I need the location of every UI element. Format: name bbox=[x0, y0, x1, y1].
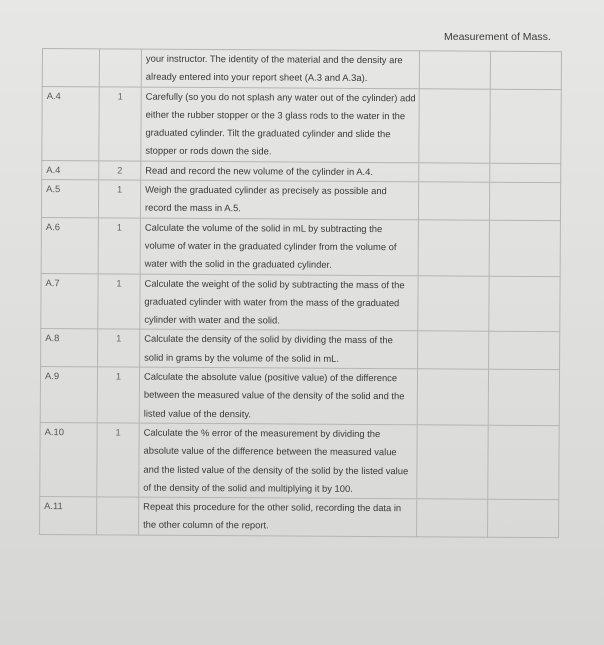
step-cell: A.10 bbox=[40, 422, 97, 497]
count-cell: 1 bbox=[98, 218, 140, 274]
page-header: Measurement of Mass. bbox=[444, 31, 551, 43]
empty-cell bbox=[489, 220, 560, 276]
step-cell: A.9 bbox=[40, 367, 97, 423]
description-cell: Weigh the graduated cylinder as precisely as possible and record the mass in A.5. bbox=[140, 180, 418, 219]
empty-cell bbox=[488, 499, 559, 537]
empty-cell bbox=[418, 331, 489, 369]
empty-cell bbox=[489, 182, 560, 220]
empty-cell bbox=[418, 182, 489, 220]
count-cell: 1 bbox=[98, 273, 140, 329]
empty-cell bbox=[490, 89, 561, 164]
description-cell: Calculate the density of the solid by dividing the mass of the solid in grams by the volume of the solid in mL. bbox=[140, 330, 418, 369]
table-row bbox=[41, 329, 560, 370]
count-cell bbox=[99, 49, 141, 87]
step-cell: A.6 bbox=[41, 217, 98, 273]
procedure-table bbox=[39, 48, 562, 538]
description-cell: Calculate the weight of the solid by subtracting the mass of the graduated cylinder with water from the mass of the graduated cylinder with water and the solid. bbox=[140, 274, 418, 332]
empty-cell bbox=[418, 275, 489, 331]
empty-cell bbox=[417, 369, 488, 425]
description-cell: Repeat this procedure for the other solid, recording the data in the other column of the report. bbox=[139, 497, 417, 536]
table-row bbox=[40, 497, 559, 538]
step-cell: A.4 bbox=[42, 86, 99, 161]
empty-cell bbox=[489, 332, 560, 370]
empty-cell bbox=[488, 369, 559, 425]
table-row bbox=[41, 217, 560, 276]
empty-cell bbox=[418, 219, 489, 275]
table-row bbox=[42, 49, 561, 90]
step-cell: A.7 bbox=[41, 273, 98, 329]
empty-cell bbox=[490, 51, 561, 89]
description-cell: Calculate the absolute value (positive value) of the difference between the measured value of the density of the solid and the listed value of the density. bbox=[139, 367, 417, 425]
empty-cell bbox=[417, 499, 488, 537]
count-cell: 1 bbox=[98, 329, 140, 367]
description-cell: your instructor. The identity of the material and the density are already entered into your report sheet (A.3 and A.3a). bbox=[141, 49, 419, 88]
step-cell: A.4 bbox=[42, 160, 99, 180]
count-cell: 1 bbox=[98, 180, 140, 218]
table-row bbox=[41, 273, 560, 332]
count-cell: 1 bbox=[97, 367, 139, 423]
table-row bbox=[42, 86, 561, 163]
description-cell: Calculate the % error of the measurement by dividing the absolute value of the difference between the measured value and the listed value of the density of the solid by the listed value of the density of the solid and multiplying it by 100. bbox=[139, 423, 417, 499]
table-row bbox=[40, 367, 559, 426]
table-row bbox=[42, 160, 561, 182]
description-cell: Carefully (so you do not splash any water out of the cylinder) add either the rubber stopper or the 3 glass rods to the water in the graduated cylinder. Tilt the graduated cylinder and slide the stopper or rods down the side. bbox=[141, 87, 419, 163]
step-cell: A.8 bbox=[41, 329, 98, 367]
empty-cell bbox=[419, 88, 490, 163]
count-cell bbox=[97, 497, 139, 535]
empty-cell bbox=[489, 276, 560, 332]
empty-cell bbox=[419, 163, 490, 183]
empty-cell bbox=[417, 425, 488, 500]
count-cell: 1 bbox=[99, 86, 141, 160]
table-row bbox=[41, 180, 560, 221]
description-cell: Calculate the volume of the solid in mL by subtracting the volume of water in the graduated cylinder from the volume of water with the solid in the graduated cylinder. bbox=[140, 218, 418, 276]
step-cell: A.5 bbox=[41, 180, 98, 218]
table-row bbox=[40, 422, 559, 499]
empty-cell bbox=[488, 425, 559, 500]
empty-cell bbox=[419, 51, 490, 89]
count-cell: 1 bbox=[97, 423, 139, 497]
count-cell: 2 bbox=[99, 161, 141, 181]
step-cell bbox=[42, 49, 99, 87]
step-cell: A.11 bbox=[40, 497, 97, 535]
description-cell: Read and record the new volume of the cylinder in A.4. bbox=[141, 161, 419, 182]
empty-cell bbox=[490, 163, 561, 183]
